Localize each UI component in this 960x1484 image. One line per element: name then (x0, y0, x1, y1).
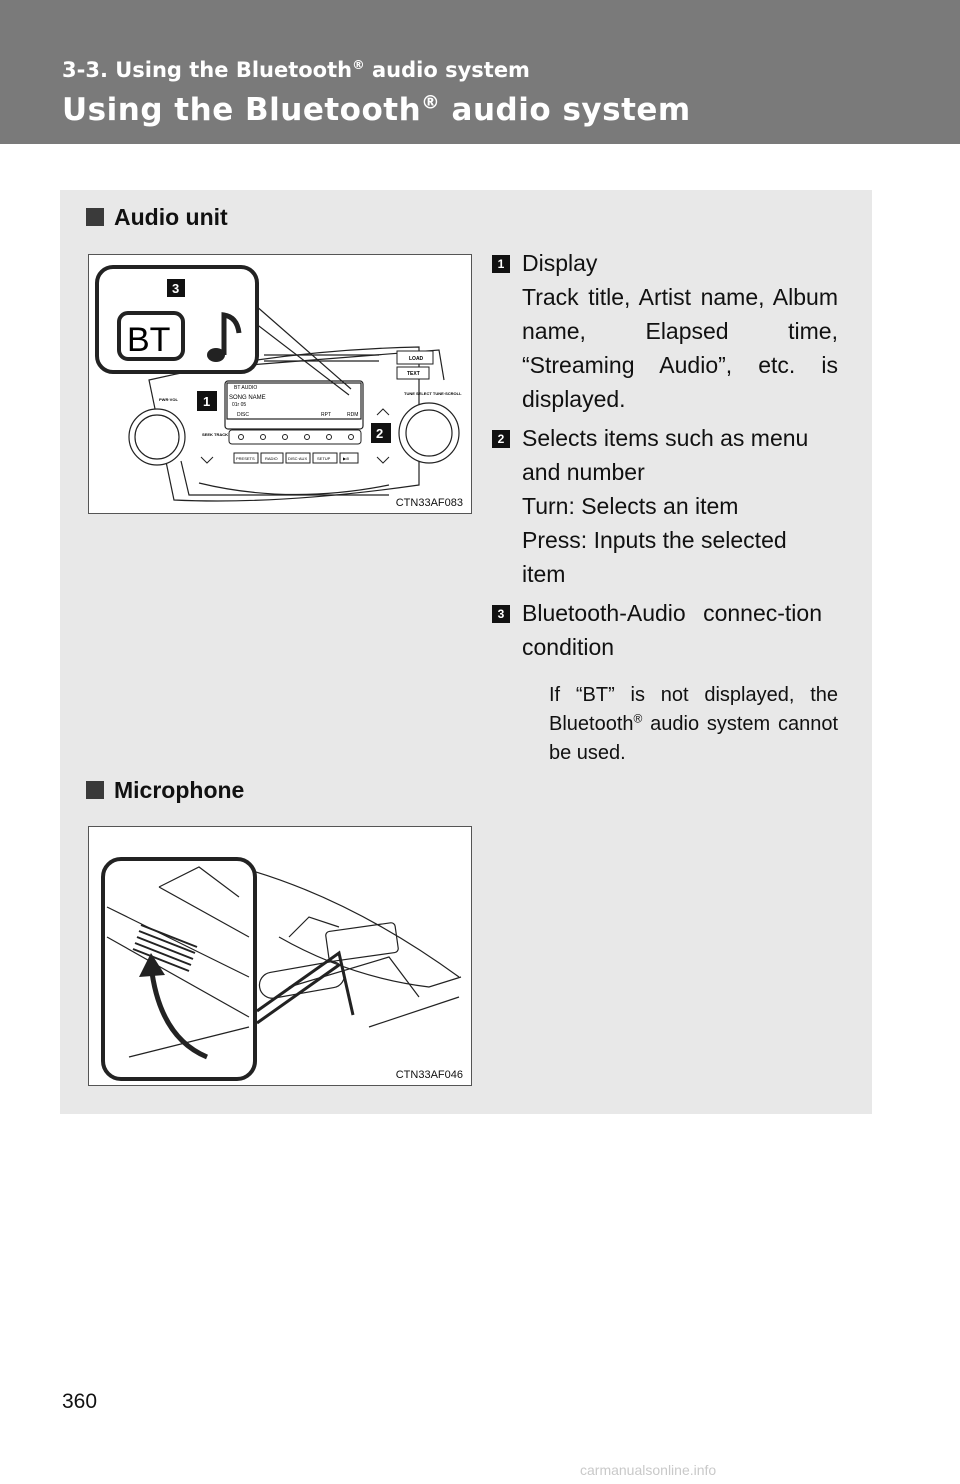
figure-code: CTN33AF083 (395, 497, 463, 509)
svg-text:SONG NAME: SONG NAME (229, 395, 266, 401)
microphone-heading: Microphone (86, 777, 244, 804)
microphone-figure (88, 826, 472, 1086)
svg-text:TEXT: TEXT (407, 371, 420, 377)
svg-text:RDM: RDM (347, 412, 359, 418)
microphone-illustration (89, 827, 472, 1086)
audio-unit-heading: Audio unit (86, 204, 228, 231)
audio-unit-figure (88, 254, 472, 514)
list-item: 2 Selects items such as menu and number Turn: Selects an item Press: Inputs the selected item (492, 421, 838, 591)
note-text: If “BT” is not displayed, the Bluetooth® audio system cannot be used. (549, 684, 838, 764)
svg-text:2: 2 (376, 426, 384, 441)
audio-unit-items (492, 246, 838, 768)
svg-text:PWR·VOL: PWR·VOL (159, 397, 178, 402)
svg-text:PRESETS: PRESETS (236, 456, 255, 461)
svg-text:DISC: DISC (237, 412, 249, 418)
item-number-badge: 3 (492, 605, 510, 623)
list-item: 1 Display Track title, Artist name, Album name, Elapsed time, “Streaming Audio”, etc. is displayed. (492, 246, 838, 416)
svg-text:SEEK TRACK: SEEK TRACK (202, 432, 229, 437)
square-bullet-icon (86, 781, 104, 799)
square-bullet-icon (86, 208, 104, 226)
svg-text:01r 05: 01r 05 (232, 402, 247, 408)
svg-text:LOAD: LOAD (409, 356, 424, 362)
section-breadcrumb: 3-3. Using the Bluetooth® audio system (62, 57, 530, 82)
svg-text:SETUP: SETUP (317, 456, 331, 461)
figure-code: CTN33AF046 (395, 1069, 463, 1081)
list-item: 3 Bluetooth-Audio connec-tion condition (492, 596, 838, 664)
svg-text:BT AUDIO: BT AUDIO (234, 385, 258, 391)
watermark: carmanualsonline.info (580, 1462, 717, 1478)
page-number: 360 (62, 1390, 98, 1413)
svg-text:TUNE SELECT TUNE·SCROLL: TUNE SELECT TUNE·SCROLL (404, 391, 462, 396)
item-number-badge: 1 (492, 255, 510, 273)
svg-text:RPT: RPT (321, 412, 331, 418)
audio-unit-illustration (89, 255, 472, 514)
svg-text:RADIO: RADIO (265, 456, 278, 461)
svg-text:▶/II: ▶/II (343, 456, 350, 461)
svg-text:3: 3 (172, 281, 180, 296)
svg-text:BT: BT (127, 321, 171, 359)
page-title: Using the Bluetooth® audio system (62, 92, 691, 128)
chapter-header (0, 0, 960, 144)
svg-text:1: 1 (203, 394, 211, 409)
svg-text:DISC·AUX: DISC·AUX (288, 456, 308, 461)
item-number-badge: 2 (492, 430, 510, 448)
